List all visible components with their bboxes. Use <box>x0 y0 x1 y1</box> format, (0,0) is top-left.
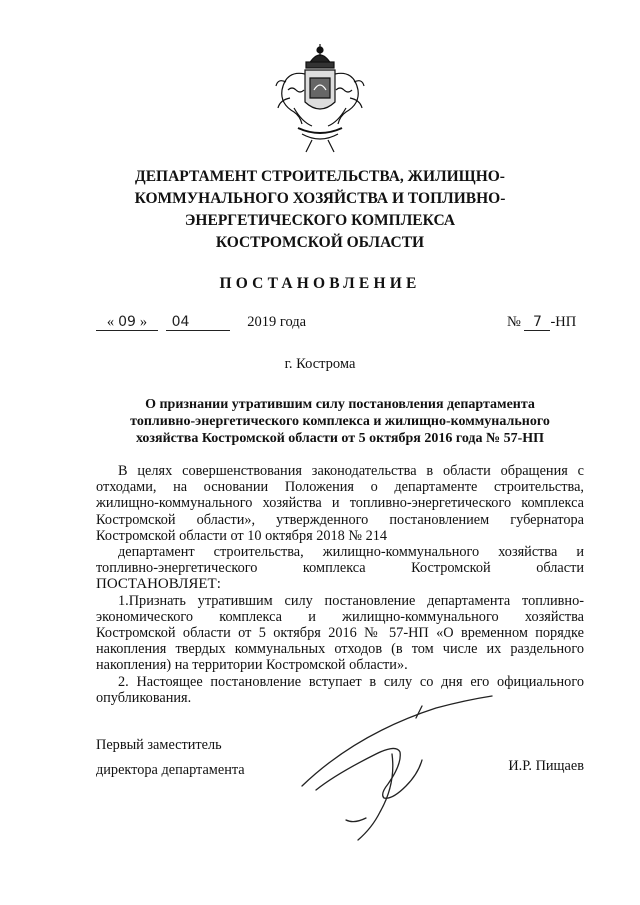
document-city: г. Кострома <box>284 356 356 372</box>
item-2-line: опубликования. <box>96 689 192 706</box>
body-paragraph-1-line: отходами, на основании Положения о департаменте строительства, <box>96 479 584 496</box>
date-year: 2019 года <box>247 314 307 330</box>
document-date: « 09 » 04 2019 года <box>96 314 306 331</box>
document-number: № 7 -НП <box>507 314 577 330</box>
document-number-value: 7 <box>524 314 550 331</box>
body-paragraph-1-line: Костромской области от 10 октября 2018 № 214 <box>96 527 388 544</box>
handwritten-signature <box>296 694 496 844</box>
body-paragraph-1-line: В целях совершенствования законодательства в области обращения с <box>118 463 584 479</box>
document-body <box>96 463 584 706</box>
item-1-line: накопления) на территории Костромской области». <box>96 657 408 674</box>
item-1-line: экономического комплекса и жилищно-коммунального хозяйства <box>96 608 584 625</box>
item-1-line: накопления твердых коммунальных отходов (в том числе их раздельного <box>96 641 584 658</box>
department-name: ДЕПАРТАМЕНТ СТРОИТЕЛЬСТВА, ЖИЛИЩНО- КОММУНАЛЬНОГО ХОЗЯЙСТВА И ТОПЛИВНО- ЭНЕРГЕТИЧЕСКОГО КОМПЛЕКСА КОСТРОМСКОЙ ОБЛАСТИ <box>134 168 506 251</box>
signatory-position: Первый заместитель директора департамента <box>96 737 245 778</box>
signatory-name: И.Р. Пищаев <box>508 758 584 774</box>
date-day: 09 <box>118 314 136 330</box>
item-1-line: Костромской области от 5 октября 2016 № 57-НП «О временном порядке <box>96 625 584 642</box>
document-type-title: ПОСТАНОВЛЕНИЕ <box>219 275 421 292</box>
item-2-line: 2. Настоящее постановление вступает в силу со дня его официального <box>118 673 584 690</box>
document-subject: О признании утратившим силу постановления департамента топливно-энергетического комплекса и жилищно-коммунального хозяйства Костромской области от 5 октября 2016 года № 57-НП <box>130 397 550 446</box>
date-month: 04 <box>166 314 230 331</box>
item-1-line: 1.Признать утратившим силу постановление департамента топливно- <box>118 592 584 609</box>
resolves-heading: ПОСТАНОВЛЯЕТ: <box>96 576 221 593</box>
body-paragraph-1-line: жилищно-коммунального хозяйства и топливно-энергетического комплекса <box>96 495 584 512</box>
body-paragraph-2-line: департамент строительства, жилищно-коммунального хозяйства и <box>118 544 584 561</box>
body-paragraph-2-line: топливно-энергетического комплекса Костромской области <box>96 560 584 577</box>
body-paragraph-1-line: Костромской области», утвержденного постановлением губернатора <box>96 511 584 528</box>
coat-of-arms-emblem <box>272 42 368 154</box>
